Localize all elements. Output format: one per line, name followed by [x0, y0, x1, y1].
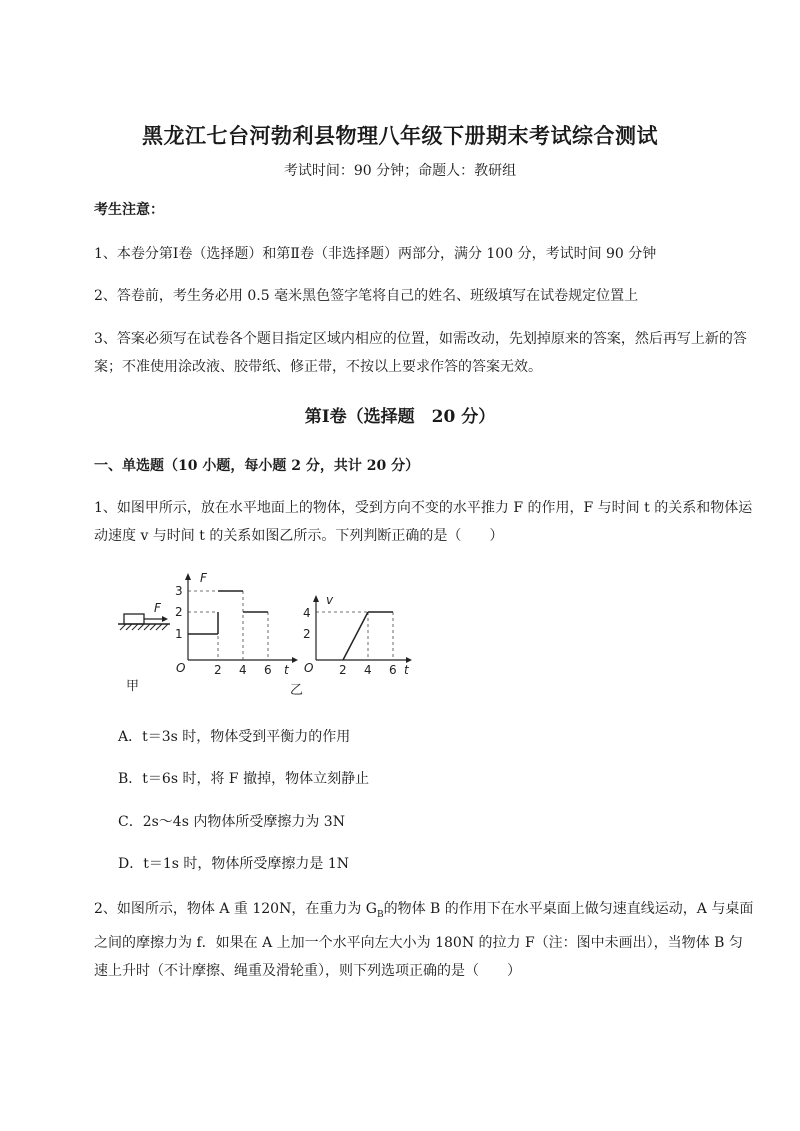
question-1-option-d: D．t＝1s 时，物体所受摩擦力是 1N — [118, 856, 349, 872]
figure-jia — [118, 601, 170, 694]
graph1-origin: O — [176, 661, 186, 675]
page-title: 黑龙江七台河勃利县物理八年级下册期末考试综合测试 — [142, 123, 658, 148]
graph2-y-tick-2: 2 — [303, 627, 311, 641]
question-2-stem-part1: 2、如图所示，物体 A 重 120N，在重力为 G — [94, 901, 377, 917]
ground-hatch — [120, 624, 168, 630]
graph1-f-line — [188, 591, 268, 634]
graph-v-t — [303, 593, 412, 677]
graph1-x-tick-6: 6 — [264, 663, 272, 677]
graph2-x-tick-2: 2 — [339, 663, 347, 677]
force-label: F — [154, 601, 161, 615]
part-heading: 一、单选题（10 小题，每小题 2 分，共计 20 分） — [94, 458, 420, 474]
graph2-x-tick-4: 4 — [364, 663, 372, 677]
graph1-x-tick-4: 4 — [239, 663, 247, 677]
question-1-option-a: A．t＝3s 时，物体受到平衡力的作用 — [118, 729, 351, 745]
force-arrowhead — [162, 616, 168, 622]
exam-info: 考试时间：90 分钟；命题人：教研组 — [283, 163, 517, 179]
graph1-x-label: t — [284, 663, 289, 677]
question-1-option-c: C．2s～4s 内物体所受摩擦力为 3N — [118, 814, 345, 830]
question-1-figure — [112, 568, 422, 698]
graph1-y-tick-1: 1 — [175, 627, 183, 641]
graph2-guides — [316, 612, 393, 660]
graph2-origin: O — [304, 661, 314, 675]
graph1-y-tick-3: 3 — [175, 584, 183, 598]
notice-heading: 考生注意： — [94, 202, 164, 218]
graph1-y-tick-2: 2 — [175, 605, 183, 619]
notice-item-1: 1、本卷分第Ⅰ卷（选择题）和第Ⅱ卷（非选择题）两部分，满分 100 分，考试时间 90 分钟 — [94, 246, 657, 262]
graph-f-t — [175, 571, 303, 698]
question-2-stem — [94, 895, 754, 985]
graph1-guides — [188, 591, 268, 660]
label-jia: 甲 — [126, 679, 140, 694]
question-2-stem-part2: 的物体 B 的作用下在水平桌面上做匀速直线运动，A 与桌面之间的摩擦力为 f．如果在 A 上加一个水平向左大小为 180N 的拉力 F（注：图中未画出），当物体 B 匀速上升时（不计摩擦、绳重及滑轮重），则下列选项正确的是（ ） — [94, 901, 754, 979]
block — [124, 614, 144, 624]
question-2-subscript: B — [376, 909, 384, 920]
graph2-y-tick-4: 4 — [303, 606, 311, 620]
question-1-option-b: B．t＝6s 时，将 F 撤掉，物体立刻静止 — [118, 771, 370, 787]
label-yi: 乙 — [290, 683, 304, 698]
section-title: 第Ⅰ卷（选择题 20 分） — [304, 407, 496, 427]
graph1-y-label: F — [200, 571, 207, 585]
graph2-x-label: t — [404, 663, 409, 677]
graph2-x-tick-6: 6 — [389, 663, 397, 677]
notice-item-3: 3、答案必须写在试卷各个题目指定区域内相应的位置，如需改动，先划掉原来的答案，然后再写上新的答案；不准使用涂改液、胶带纸、修正带，不按以上要求作答的答案无效。 — [94, 331, 747, 375]
notice-item-2: 2、答卷前，考生务必用 0.5 毫米黑色签字笔将自己的姓名、班级填写在试卷规定位置上 — [94, 288, 639, 304]
question-1-stem: 1、如图甲所示，放在水平地面上的物体，受到方向不变的水平推力 F 的作用，F 与时间 t 的关系和物体运动速度 v 与时间 t 的关系如图乙所示。下列判断正确的是（ ） — [94, 500, 753, 544]
graph1-x-tick-2: 2 — [214, 663, 222, 677]
graph2-y-label: v — [326, 593, 334, 607]
